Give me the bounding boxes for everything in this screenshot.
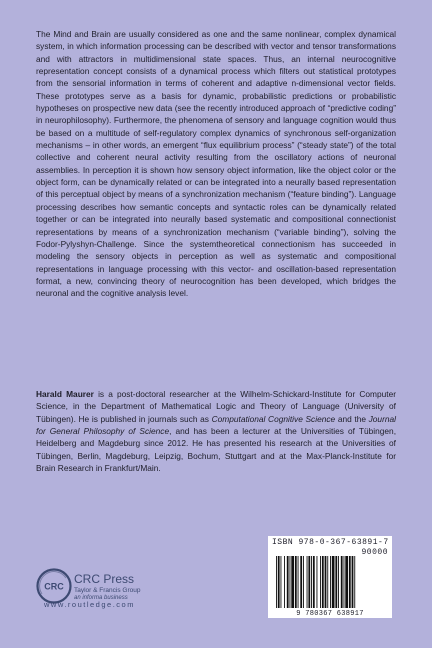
publisher-website: www.routledge.com [44, 600, 135, 609]
barcode-bar [349, 556, 351, 608]
crc-logo-icon [36, 568, 72, 604]
author-bio [36, 388, 396, 474]
barcode-bar [303, 556, 304, 608]
barcode-bar [345, 556, 348, 608]
barcode-bar [341, 556, 343, 608]
barcode-bar [352, 556, 354, 608]
bio-text-1: is a post-doctoral researcher at the Wilhelm-Schickard-Institute for Computer Science, in the Department of Mathematical Logic and Theory of Language (University of Tübingen). He is published in journals such as [36, 389, 396, 424]
barcode-bar [330, 556, 331, 608]
barcode-bar [313, 556, 315, 608]
barcode-bar [298, 556, 299, 608]
crc-logo-text: CRC [44, 581, 64, 592]
barcode-bar [287, 556, 289, 608]
publisher-business: an informa business [74, 595, 128, 601]
barcode-bar [325, 556, 327, 608]
barcode-bar [335, 556, 337, 608]
publisher-name: CRC Press [74, 572, 135, 586]
barcode-bar [317, 556, 318, 608]
journal-2: Journal for General Philosophy of Science [36, 413, 396, 437]
barcode-bar [307, 556, 308, 608]
barcode-bar [281, 556, 282, 608]
barcode-bar [291, 556, 294, 608]
barcode-bar [344, 556, 345, 608]
publisher-group: Taylor & Francis Group [74, 587, 141, 594]
isbn-number: ISBN 978-0-367-63891-7 [272, 538, 389, 547]
barcode-bar [327, 556, 328, 608]
barcode-bar [311, 556, 312, 608]
bio-text-2: and the [335, 413, 369, 424]
barcode-bar [300, 556, 302, 608]
barcode-bar [354, 556, 355, 608]
author-name: Harald Maurer [36, 389, 94, 399]
barcode-digits: 9 780367 638917 [296, 610, 364, 618]
barcode-bar [290, 556, 291, 608]
isbn-barcode-box [268, 536, 392, 618]
price-code: 90000 [361, 548, 388, 557]
bio-text-3: , and has been a lecturer at the Universities of Tübingen, Heidelberg and Magdeburg since 2012. He has presented his research at the Universities of Tübingen, Berlin, Magdeburg, Leipzig, Bochum, Stuttgart and at the Max-Planck-Institute for Brain Research in Frankfurt/Main. [36, 426, 397, 474]
barcode-bar [276, 556, 277, 608]
barcode-bar [284, 556, 285, 608]
barcode-bar [278, 556, 280, 608]
book-description: The Mind and Brain are usually considered as one and the same nonlinear, complex dynamical system, in which information processing can be described with vector and tensor transformations and with attractors in multidimensional state spaces. Thus, an internal neurocognitive representation concept consists of a dynamical process which filters out statistical prototypes from the sensorial information in terms of coherent and adaptive n-dimensional vector fields. These prototypes serve as a basis for dynamic, probabilistic predictions or probabilistic hypotheses on prospective new data (see the recently introduced approach of “predictive coding” in neurophilosophy). Furthermore, the phenomena of sensory and language cognition would thus be based on a multitude of self-regulatory complex dynamics of synchronous self-organization mechanisms – in other words, an emergent “flux equilibrium process” (“steady state”) of the total collective and coherent neural activity resulting from the oscillatory actions of neuronal assemblies. In perception it is shown how sensory object information, like the object color or the object form, can be dynamically related or can be integrated into a neurally based representation of this perceptual object by means of a synchronization mechanism (“feature binding”). Language processing describes how semantic concepts and syntactic roles can be dynamically related together or can be integrated into neurally based systematic and compositional connectionist representations by means of a synchronization mechanism (“variable binding”), solving the Fodor-Pylyshyn-Challenge. Since the systemtheoretical connectionism has succeeded in modeling the sensory objects in perception as well as systematic and compositional representations in language processing with this vector- and oscillation-based representation format, a new, convincing theory of neurocognition has been developed, which bridges the neuronal and the cognitive analysis level. [36, 29, 396, 299]
barcode-bar [322, 556, 324, 608]
barcode-bar [332, 556, 335, 608]
barcode-graphic [276, 556, 384, 608]
barcode-bar [295, 556, 297, 608]
barcode-bar [320, 556, 321, 608]
barcode-bar [308, 556, 310, 608]
journal-1: Computational Cognitive Science [211, 413, 336, 424]
barcode-bar [338, 556, 339, 608]
